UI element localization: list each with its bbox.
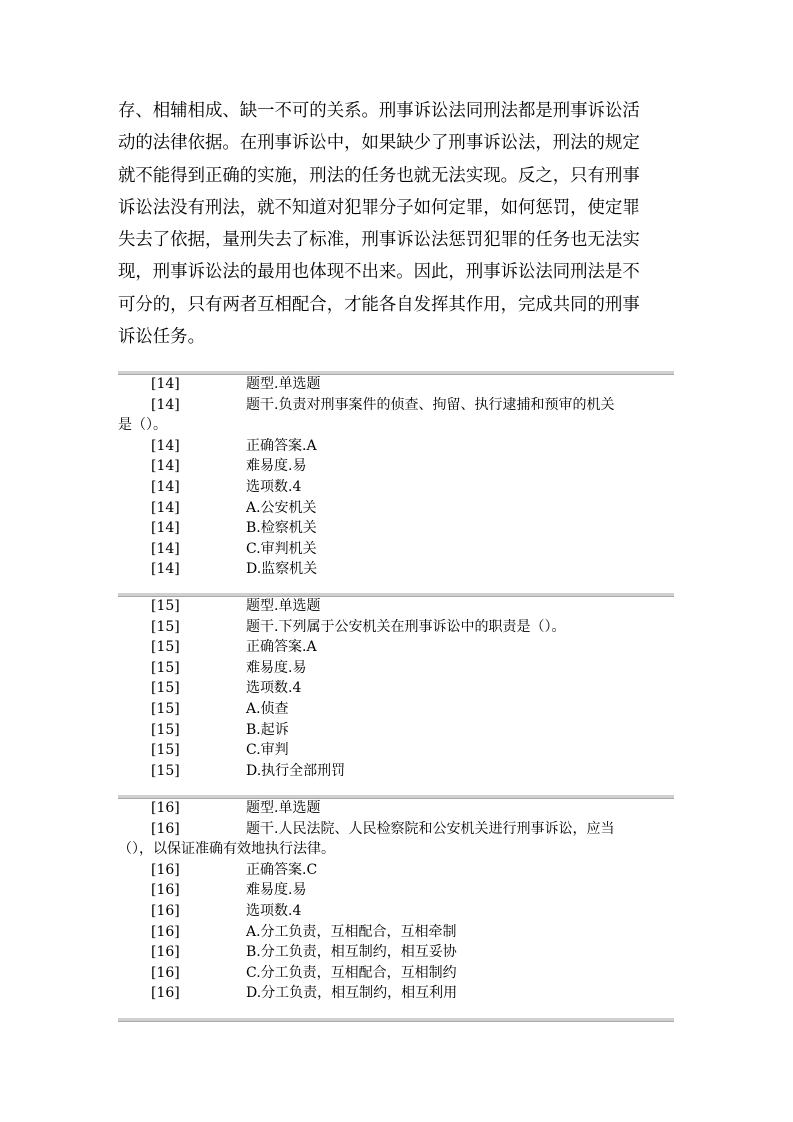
correct-answer: 正确答案.A [246,437,317,454]
question-number: [14] [151,437,180,454]
option-count: 选项数.4 [246,680,302,697]
option-b: B.起诉 [246,721,289,738]
option-d: D.分工负责，相互制约，相互利用 [246,985,458,1002]
question-number: [16] [151,800,180,816]
intro-line: 动的法律依据。在刑事诉讼中，如果缺少了刑事诉讼法，刑法的规定 [118,133,640,154]
question-stem-continued: 是（）。 [118,417,167,434]
question-number: [14] [151,458,180,475]
question-number: [14] [151,540,180,557]
option-c: C.审判 [246,742,289,759]
option-count: 选项数.4 [246,478,302,495]
question-number: [16] [151,923,180,940]
intro-paragraph [118,95,678,353]
question-stem: 题干.下列属于公安机关在刑事诉讼中的职责是（）。 [246,618,566,635]
option-a: A.分工负责，互相配合，互相牵制 [246,923,457,940]
question-number: [15] [151,680,180,697]
option-c: C.分工负责，互相配合，互相制约 [246,964,457,981]
question-number: [14] [151,499,180,516]
correct-answer: 正确答案.C [246,861,318,878]
difficulty: 难易度.易 [246,882,307,899]
question-stem-continued: （），以保证准确有效地执行法律。 [118,841,335,858]
question-number: [16] [151,882,180,899]
question-number: [16] [151,985,180,1002]
question-number: [15] [151,762,180,779]
intro-line: 可分的，只有两者互相配合，才能各自发挥其作用，完成共同的刑事 [118,294,640,315]
question-number: [15] [151,639,180,656]
question-number: [14] [151,376,180,392]
question-number: [14] [151,396,180,413]
question-number: [16] [151,964,180,981]
question-block-14 [118,374,674,580]
difficulty: 难易度.易 [246,458,307,475]
option-b: B.检察机关 [246,520,317,537]
question-number: [14] [151,561,180,578]
question-number: [15] [151,618,180,635]
question-number: [14] [151,478,180,495]
question-number: [14] [151,520,180,537]
intro-line: 失去了依据，量刑失去了标准，刑事诉讼法惩罚犯罪的任务也无法实 [118,230,640,251]
question-number: [16] [151,820,180,837]
question-number: [15] [151,598,180,614]
option-c: C.审判机关 [246,540,317,557]
question-number: [16] [151,861,180,878]
question-number: [16] [151,944,180,961]
question-type: 题型.单选题 [246,598,321,614]
option-d: D.执行全部刑罚 [246,762,346,779]
question-type: 题型.单选题 [246,376,321,392]
question-stem: 题干.人民法院、人民检察院和公安机关进行刑事诉讼，应当 [246,820,615,837]
question-number: [15] [151,659,180,676]
intro-line: 就不能得到正确的实施，刑法的任务也就无法实现。反之，只有刑事 [118,165,640,186]
question-number: [15] [151,700,180,717]
question-number: [16] [151,902,180,919]
option-a: A.公安机关 [246,499,317,516]
option-a: A.侦查 [246,700,289,717]
option-b: B.分工负责，相互制约，相互妥协 [246,944,457,961]
option-count: 选项数.4 [246,902,302,919]
separator-line [118,1018,674,1022]
question-block-15 [118,596,674,781]
intro-line: 存、相辅相成、缺一不可的关系。刑事诉讼法同刑法都是刑事诉讼活 [118,101,640,121]
option-d: D.监察机关 [246,561,318,578]
intro-line: 诉讼任务。 [118,327,205,348]
question-number: [15] [151,742,180,759]
intro-line: 诉讼法没有刑法，就不知道对犯罪分子如何定罪，如何惩罚，使定罪 [118,197,640,218]
intro-line: 现，刑事诉讼法的最用也体现不出来。因此，刑事诉讼法同刑法是不 [118,262,640,283]
correct-answer: 正确答案.A [246,639,317,656]
question-block-16 [118,798,674,1004]
question-stem: 题干.负责对刑事案件的侦查、拘留、执行逮捕和预审的机关 [246,396,615,413]
difficulty: 难易度.易 [246,659,307,676]
question-type: 题型.单选题 [246,800,321,816]
question-number: [15] [151,721,180,738]
